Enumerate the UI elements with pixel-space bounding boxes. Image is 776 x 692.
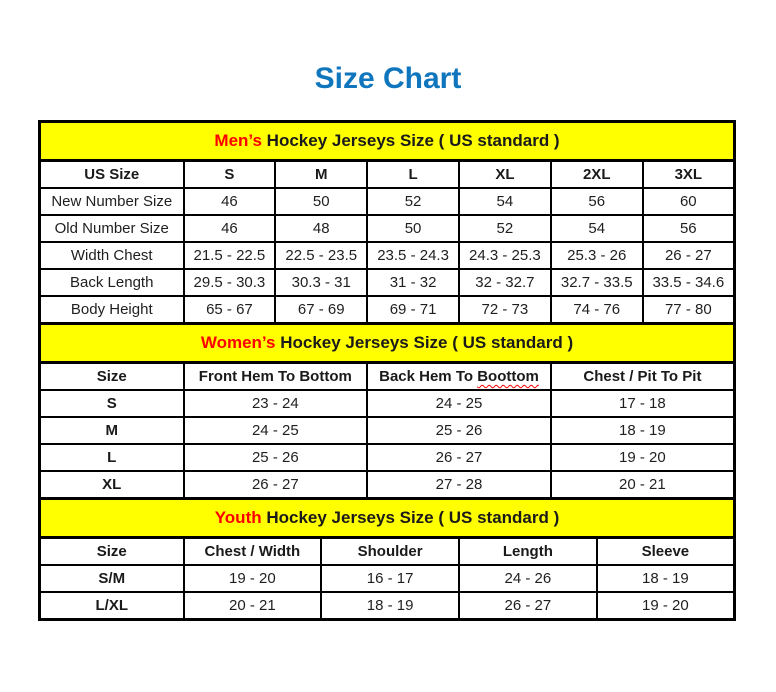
table-cell: 54 [459, 188, 551, 215]
col-header-length: Length [459, 538, 597, 566]
table-cell: 67 - 69 [275, 296, 367, 324]
table-cell: 54 [551, 215, 643, 242]
table-cell: 29.5 - 30.3 [184, 269, 276, 296]
row-label-cell: Back Length [40, 269, 184, 296]
col-header-back-hem [367, 363, 551, 391]
table-cell: 19 - 20 [184, 565, 322, 592]
table-cell: 50 [275, 188, 367, 215]
table-cell: 19 - 20 [551, 444, 735, 471]
womens-size-table [38, 322, 736, 500]
table-cell: 21.5 - 22.5 [184, 242, 276, 269]
table-cell: 24 - 26 [459, 565, 597, 592]
page-title: Size Chart [314, 62, 462, 95]
table-cell: 52 [367, 188, 459, 215]
womens-section-header-row [40, 324, 735, 363]
col-header-chest-pit: Chest / Pit To Pit [551, 363, 735, 391]
youth-section-header-row [40, 499, 735, 538]
table-cell: 18 - 19 [551, 417, 735, 444]
row-label-cell: New Number Size [40, 188, 184, 215]
mens-section-title-highlight: Men’s [214, 131, 262, 150]
row-label-cell: S/M [40, 565, 184, 592]
col-header-sleeve: Sleeve [597, 538, 735, 566]
table-cell: 31 - 32 [367, 269, 459, 296]
mens-size-table [38, 120, 736, 325]
table-cell: 25.3 - 26 [551, 242, 643, 269]
table-cell: 30.3 - 31 [275, 269, 367, 296]
table-cell: 26 - 27 [184, 471, 368, 499]
table-cell: 24 - 25 [184, 417, 368, 444]
row-label-cell: L/XL [40, 592, 184, 620]
table-row-new-number-size [40, 188, 735, 215]
table-cell: 52 [459, 215, 551, 242]
table-row-old-number-size [40, 215, 735, 242]
table-cell: 27 - 28 [367, 471, 551, 499]
col-header-l: L [367, 161, 459, 189]
youth-section-header [40, 499, 735, 538]
table-cell: 22.5 - 23.5 [275, 242, 367, 269]
table-cell: 74 - 76 [551, 296, 643, 324]
col-header-3xl: 3XL [643, 161, 735, 189]
womens-section-header [40, 324, 735, 363]
table-cell: 19 - 20 [597, 592, 735, 620]
table-cell: 26 - 27 [643, 242, 735, 269]
mens-column-header-row [40, 161, 735, 189]
womens-section-title-rest: Hockey Jerseys Size ( US standard ) [275, 333, 574, 352]
table-row-youth-lxl [40, 592, 735, 620]
table-cell: 26 - 27 [459, 592, 597, 620]
table-cell: 33.5 - 34.6 [643, 269, 735, 296]
table-cell: 25 - 26 [184, 444, 368, 471]
table-cell: 20 - 21 [184, 592, 322, 620]
col-header-front-hem: Front Hem To Bottom [184, 363, 368, 391]
table-cell: 48 [275, 215, 367, 242]
table-cell: 20 - 21 [551, 471, 735, 499]
table-cell: 32.7 - 33.5 [551, 269, 643, 296]
table-cell: 24.3 - 25.3 [459, 242, 551, 269]
table-cell: 24 - 25 [367, 390, 551, 417]
mens-section-header [40, 122, 735, 161]
youth-column-header-row [40, 538, 735, 566]
col-header-xl: XL [459, 161, 551, 189]
table-cell: 46 [184, 215, 276, 242]
mens-section-title-rest: Hockey Jerseys Size ( US standard ) [261, 131, 560, 150]
table-cell: 46 [184, 188, 276, 215]
youth-section-title-highlight: Youth [214, 508, 262, 527]
col-header-m: M [275, 161, 367, 189]
table-cell: 17 - 18 [551, 390, 735, 417]
row-label-cell: Old Number Size [40, 215, 184, 242]
table-cell: 72 - 73 [459, 296, 551, 324]
mens-section-header-row [40, 122, 735, 161]
row-label-cell: XL [40, 471, 184, 499]
table-row-womens-l [40, 444, 735, 471]
row-label-cell: M [40, 417, 184, 444]
col-header-s: S [184, 161, 276, 189]
table-cell: 23 - 24 [184, 390, 368, 417]
table-cell: 25 - 26 [367, 417, 551, 444]
table-cell: 23.5 - 24.3 [367, 242, 459, 269]
table-cell: 56 [643, 215, 735, 242]
table-cell: 69 - 71 [367, 296, 459, 324]
table-cell: 16 - 17 [321, 565, 459, 592]
col-header-us-size: US Size [40, 161, 184, 189]
womens-column-header-row [40, 363, 735, 391]
table-row-body-height [40, 296, 735, 324]
col-header-shoulder: Shoulder [321, 538, 459, 566]
table-cell: 56 [551, 188, 643, 215]
misspelled-word: Boottom [477, 368, 539, 385]
table-row-womens-xl [40, 471, 735, 499]
table-cell: 32 - 32.7 [459, 269, 551, 296]
col-header-2xl: 2XL [551, 161, 643, 189]
col-header-size: Size [40, 538, 184, 566]
table-cell: 60 [643, 188, 735, 215]
table-cell: 18 - 19 [597, 565, 735, 592]
table-cell: 65 - 67 [184, 296, 276, 324]
table-cell: 26 - 27 [367, 444, 551, 471]
col-header-chest-width: Chest / Width [184, 538, 322, 566]
table-cell: 77 - 80 [643, 296, 735, 324]
table-row-womens-m [40, 417, 735, 444]
row-label-cell: Body Height [40, 296, 184, 324]
youth-section-title-rest: Hockey Jerseys Size ( US standard ) [261, 508, 560, 527]
row-label-cell: S [40, 390, 184, 417]
table-cell: 50 [367, 215, 459, 242]
row-label-cell: L [40, 444, 184, 471]
table-row-width-chest [40, 242, 735, 269]
table-row-youth-sm [40, 565, 735, 592]
row-label-cell: Width Chest [40, 242, 184, 269]
col-header-back-hem-prefix: Back Hem To [379, 368, 478, 385]
womens-section-title-highlight: Women’s [200, 333, 276, 352]
table-cell: 18 - 19 [321, 592, 459, 620]
table-row-back-length [40, 269, 735, 296]
col-header-size: Size [40, 363, 184, 391]
size-chart-tables [38, 120, 736, 621]
youth-size-table [38, 497, 736, 621]
table-row-womens-s [40, 390, 735, 417]
